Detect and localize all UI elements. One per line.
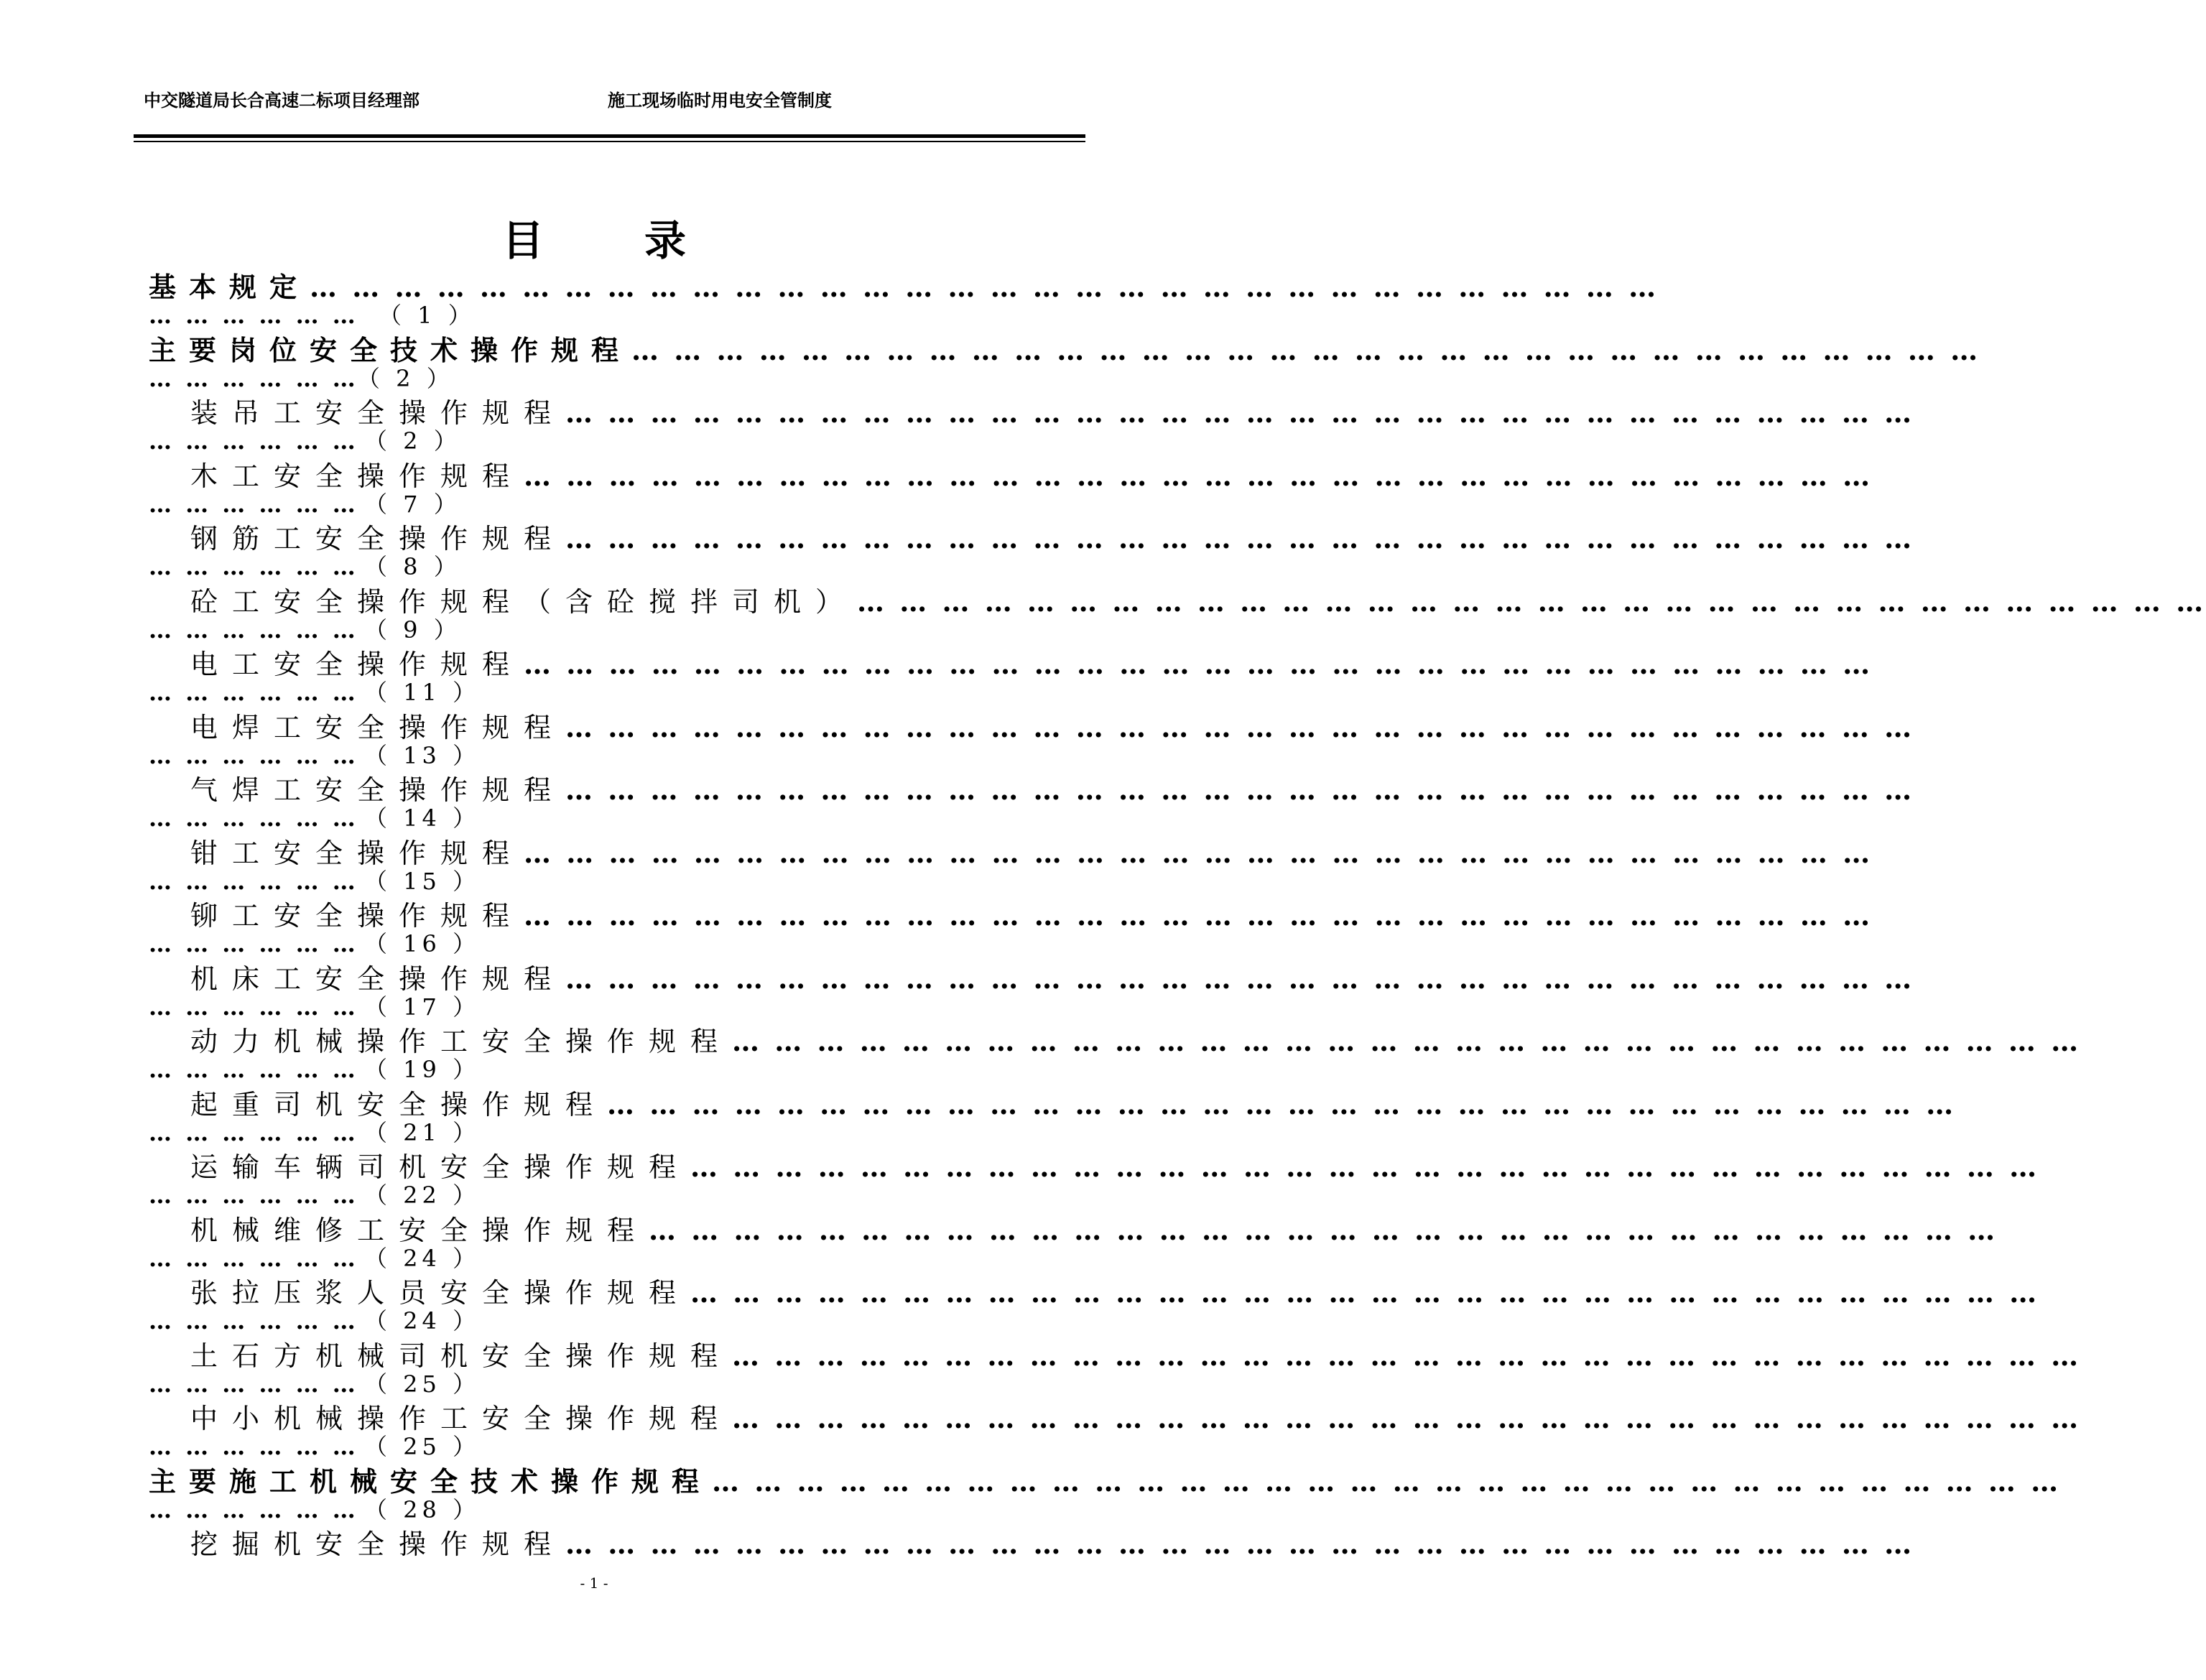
toc-leader-dots: … … … … … … … … … … … … … … … … … … … … … … … … … … … … … … … … bbox=[565, 774, 1915, 806]
toc-entry-title: 电焊工安全操作规程 bbox=[190, 711, 566, 743]
toc-leader-dots-continued: … … … … … … bbox=[149, 679, 358, 706]
toc-entry[interactable] bbox=[149, 772, 1915, 835]
toc-leader-dots-continued: … … … … … … bbox=[149, 1370, 358, 1398]
toc-entry-title: 钳工安全操作规程 bbox=[190, 837, 524, 869]
toc-leader-dots-continued: … … … … … … bbox=[149, 364, 358, 392]
toc-leader-dots-continued: … … … … … … bbox=[149, 804, 358, 832]
toc-entry[interactable] bbox=[149, 1212, 1998, 1276]
toc-entry-title: 动力机械操作工安全操作规程 bbox=[190, 1026, 733, 1057]
toc-entry[interactable] bbox=[149, 1149, 2040, 1212]
toc-page-number: （ 25 ） bbox=[364, 1370, 481, 1398]
toc-leader-dots-continued: … … … … … … bbox=[149, 616, 358, 644]
toc-entry-title: 钢筋工安全操作规程 bbox=[190, 523, 566, 554]
toc-page-number: （ 14 ） bbox=[364, 804, 481, 832]
toc-entry[interactable] bbox=[149, 1401, 2082, 1464]
toc-page-number: （ 11 ） bbox=[364, 679, 481, 706]
toc-entry-title: 机械维修工安全操作规程 bbox=[190, 1214, 649, 1246]
page-number: - 1 - bbox=[580, 1574, 608, 1592]
toc-page-number: （ 2 ） bbox=[364, 427, 461, 455]
toc-entry-title: 基本规定 bbox=[149, 272, 310, 303]
toc-title: 目录 bbox=[501, 216, 787, 265]
toc-page-number: （ 17 ） bbox=[364, 993, 481, 1021]
toc-entry[interactable] bbox=[149, 835, 1873, 899]
toc-entry[interactable] bbox=[149, 646, 1873, 710]
toc-leader-dots-continued: … … … … … … bbox=[149, 302, 358, 329]
toc-entry[interactable] bbox=[149, 710, 1915, 773]
toc-leader-dots: … … … … … … … … … … … … … … … … … … … … … … … … … … … … … … … … bbox=[524, 836, 1873, 869]
toc-leader-dots: … … … … … … … … … … … … … … … … … … … … … … … … … … … … … … … … bbox=[607, 1087, 1957, 1120]
toc-leader-dots-continued: … … … … … … bbox=[149, 490, 358, 518]
toc-entry[interactable] bbox=[149, 458, 1873, 521]
toc-entry[interactable] bbox=[149, 1087, 1957, 1150]
toc-entry-title: 起重司机安全操作规程 bbox=[190, 1088, 608, 1120]
toc-leader-dots: … … … … … … … … … … … … … … … … … … … … … … … … … … … … … … … … bbox=[565, 1528, 1915, 1560]
header-rule-thick bbox=[134, 134, 1085, 138]
toc-leader-dots: … … … … … … … … … … … … … … … … … … … … … … … … … … … … … … … … bbox=[631, 333, 1981, 366]
toc-entry-title: 电工安全操作规程 bbox=[190, 649, 524, 680]
toc-page-number: （ 1 ） bbox=[379, 302, 476, 329]
toc-page-number: （ 22 ） bbox=[364, 1182, 481, 1209]
toc-entry[interactable] bbox=[149, 1275, 2040, 1338]
toc-leader-dots: … … … … … … … … … … … … … … … … … … … … … … … … … … … … … … … … bbox=[524, 899, 1873, 932]
toc-leader-dots: … … … … … … … … … … … … … … … … … … … … … … … … … … … … … … … … bbox=[565, 710, 1915, 743]
toc-page-number: （ 19 ） bbox=[364, 1056, 481, 1083]
table-of-contents bbox=[149, 269, 2206, 1589]
toc-entry[interactable] bbox=[149, 1338, 2082, 1401]
toc-entry-title: 主要施工机械安全技术操作规程 bbox=[149, 1465, 713, 1498]
toc-entry-title: 气焊工安全操作规程 bbox=[190, 774, 566, 806]
toc-leader-dots: … … … … … … … … … … … … … … … … … … … … … … … … … … … … … … … … bbox=[732, 1339, 2082, 1372]
toc-leader-dots: … … … … … … … … … … … … … … … … … … … … … … … … … … … … … … … … bbox=[310, 271, 1659, 303]
toc-leader-dots-continued: … … … … … … bbox=[149, 1244, 358, 1272]
toc-entry[interactable] bbox=[149, 961, 1915, 1024]
toc-page-number: （ 21 ） bbox=[364, 1118, 481, 1146]
toc-leader-dots-continued: … … … … … … bbox=[149, 1433, 358, 1460]
toc-leader-dots: … … … … … … … … … … … … … … … … … … … … … … … … … … … … … … … … bbox=[524, 648, 1873, 680]
toc-leader-dots-continued: … … … … … … bbox=[149, 427, 358, 455]
toc-leader-dots: … … … … … … … … … … … … … … … … … … … … … … … … … … … … … … … … bbox=[690, 1276, 2040, 1309]
toc-page-number: （ 24 ） bbox=[364, 1244, 481, 1272]
toc-page-number: （ 9 ） bbox=[364, 616, 461, 644]
toc-leader-dots-continued: … … … … … … bbox=[149, 553, 358, 580]
toc-page-number: （ 2 ） bbox=[357, 364, 454, 392]
toc-entry[interactable] bbox=[149, 521, 1915, 584]
toc-leader-dots-continued: … … … … … … bbox=[149, 1495, 358, 1523]
toc-entry-title: 主要岗位安全技术操作规程 bbox=[149, 334, 632, 366]
header-rule-thin bbox=[134, 141, 1085, 142]
toc-leader-dots-continued: … … … … … … bbox=[149, 1056, 358, 1083]
header-organization: 中交隧道局长合高速二标项目经理部 bbox=[144, 91, 420, 111]
toc-leader-dots-continued: … … … … … … bbox=[149, 867, 358, 895]
toc-leader-dots: … … … … … … … … … … … … … … … … … … … … … … … … … … … … … … … … bbox=[565, 522, 1915, 554]
toc-page-number: （ 24 ） bbox=[364, 1307, 481, 1335]
toc-leader-dots-continued: … … … … … … bbox=[149, 741, 358, 769]
toc-entry[interactable] bbox=[149, 584, 2206, 647]
toc-entry-title: 装吊工安全操作规程 bbox=[190, 397, 566, 429]
toc-leader-dots: … … … … … … … … … … … … … … … … … … … … … … … … … … … … … … … … bbox=[690, 1151, 2040, 1183]
page-header bbox=[0, 86, 1188, 115]
toc-entry-title: 铆工安全操作规程 bbox=[190, 900, 524, 932]
toc-entry-title: 土石方机械司机安全操作规程 bbox=[190, 1340, 733, 1372]
toc-entry-title: 机床工安全操作规程 bbox=[190, 962, 566, 995]
toc-leader-dots: … … … … … … … … … … … … … … … … … … … … … … … … … … … … … … … … bbox=[524, 459, 1873, 492]
toc-entry-title: 挖掘机安全操作规程 bbox=[190, 1528, 566, 1560]
toc-page-number: （ 13 ） bbox=[364, 741, 481, 769]
toc-leader-dots-continued: … … … … … … bbox=[149, 1118, 358, 1146]
toc-leader-dots: … … … … … … … … … … … … … … … … … … … … … … … … … … … … … … … … bbox=[732, 1402, 2082, 1434]
toc-leader-dots-continued: … … … … … … bbox=[149, 930, 358, 957]
toc-entry-title: 运输车辆司机安全操作规程 bbox=[190, 1151, 691, 1183]
toc-entry[interactable] bbox=[149, 1024, 2082, 1087]
toc-entry-title: 张拉压浆人员安全操作规程 bbox=[190, 1277, 691, 1309]
toc-leader-dots: … … … … … … … … … … … … … … … … … … … … … … … … … … … … … … … … bbox=[857, 585, 2206, 618]
header-document-title: 施工现场临时用电安全管制度 bbox=[608, 91, 832, 111]
toc-page-number: （ 8 ） bbox=[364, 553, 461, 580]
toc-entry[interactable] bbox=[149, 269, 1659, 333]
toc-page-number: （ 15 ） bbox=[364, 867, 481, 895]
toc-entry[interactable] bbox=[149, 333, 1981, 396]
toc-entry-title: 木工安全操作规程 bbox=[190, 460, 524, 492]
toc-entry[interactable] bbox=[149, 1464, 2062, 1527]
toc-leader-dots-continued: … … … … … … bbox=[149, 1307, 358, 1335]
toc-entry-title: 中小机械操作工安全操作规程 bbox=[190, 1403, 733, 1434]
toc-page-number: （ 16 ） bbox=[364, 930, 481, 957]
toc-entry-title: 砼工安全操作规程（含砼搅拌司机） bbox=[190, 585, 858, 618]
toc-leader-dots: … … … … … … … … … … … … … … … … … … … … … … … … … … … … … … … … bbox=[732, 1025, 2082, 1057]
toc-page-number: （ 7 ） bbox=[364, 490, 461, 518]
toc-leader-dots-continued: … … … … … … bbox=[149, 993, 358, 1021]
toc-leader-dots: … … … … … … … … … … … … … … … … … … … … … … … … … … … … … … … … bbox=[649, 1213, 1998, 1246]
toc-entry[interactable] bbox=[149, 395, 1915, 458]
toc-entry[interactable] bbox=[149, 898, 1873, 961]
toc-leader-dots: … … … … … … … … … … … … … … … … … … … … … … … … … … … … … … … … bbox=[712, 1465, 2062, 1498]
toc-page-number: （ 25 ） bbox=[364, 1433, 481, 1460]
toc-leader-dots: … … … … … … … … … … … … … … … … … … … … … … … … … … … … … … … … bbox=[565, 962, 1915, 995]
toc-leader-dots-continued: … … … … … … bbox=[149, 1182, 358, 1209]
toc-leader-dots: … … … … … … … … … … … … … … … … … … … … … … … … … … … … … … … … bbox=[565, 396, 1915, 429]
toc-page-number: （ 28 ） bbox=[364, 1495, 481, 1523]
